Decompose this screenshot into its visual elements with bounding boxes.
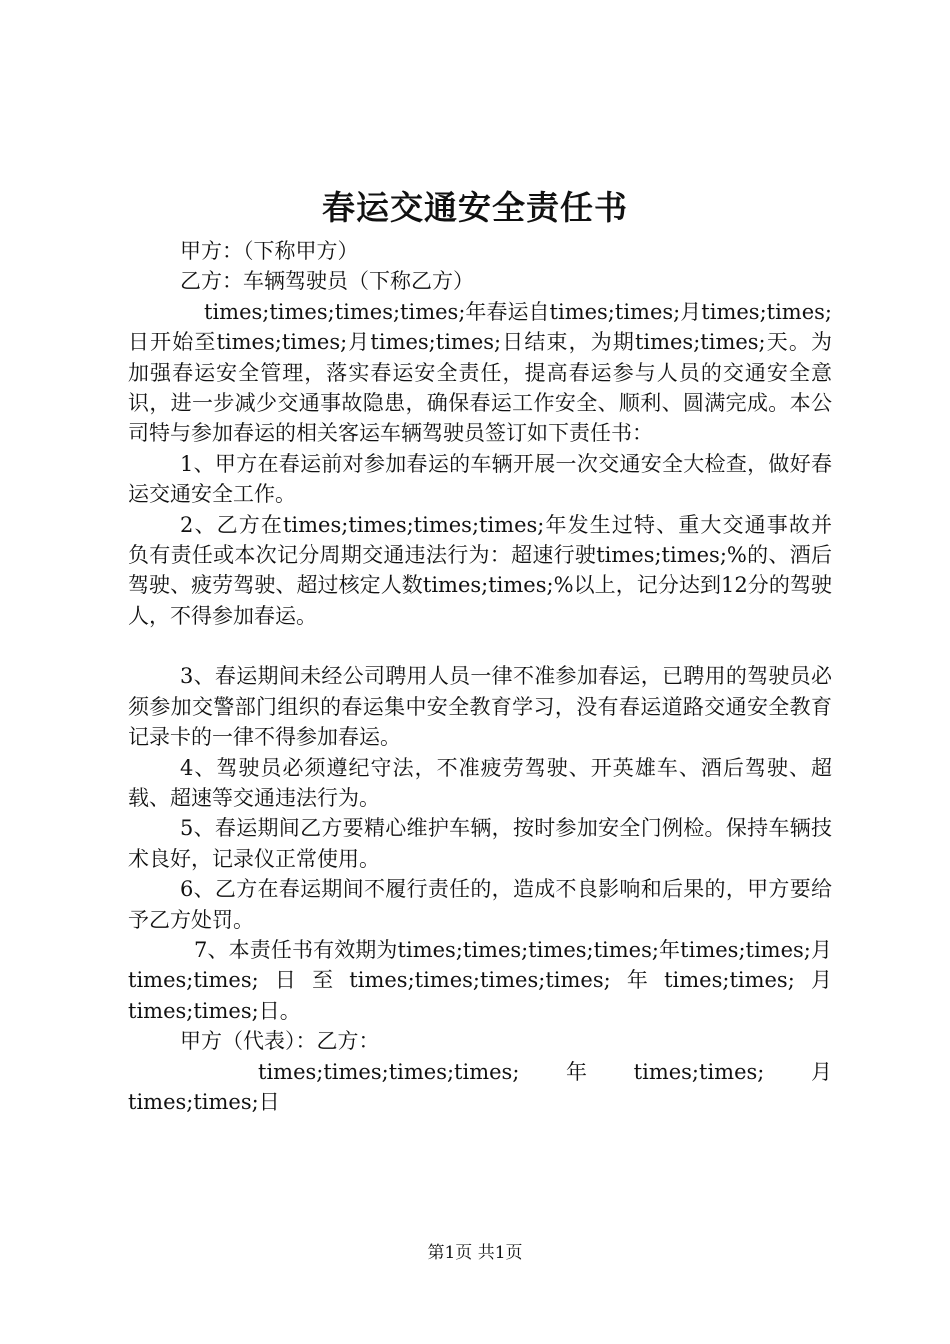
clause-6: 6、乙方在春运期间不履行责任的，造成不良影响和后果的，甲方要给予乙方处罚。: [128, 877, 832, 932]
document-title: 春运交通安全责任书: [322, 188, 628, 227]
clause-3: 3、春运期间未经公司聘用人员一律不准参加春运，已聘用的驾驶员必须参加交警部门组织的春运集中安全教育学习，没有春运道路交通安全教育记录卡的一律不得参加春运。: [128, 664, 832, 750]
party-a-line: 甲方：（下称甲方）: [180, 239, 359, 263]
document-body: [128, 236, 832, 1117]
paragraph-gap: [128, 631, 832, 661]
intro-paragraph: times;times;times;times;年春运自times;times;月times;times;日开始至times;times;月times;times;日结束，为期times;times;天。为加强春运安全管理，落实春运安全责任，提高春运参与人员的交通安全意识，进一步减少交通事故隐患，确保春运工作安全、顺利、圆满完成。本公司特与参加春运的相关客运车辆驾驶员签订如下责任书：: [128, 299, 832, 446]
date-line: times;times;times;times; 年 times;times; 月times;times;日: [128, 1059, 832, 1114]
signature-line: 甲方（代表）：乙方：: [180, 1029, 380, 1054]
clause-7: 7、本责任书有效期为times;times;times;times;年times;times;月times;times;日至times;times;times;times;年times;times;月times;times;日。: [128, 937, 832, 1023]
clause-4: 4、驾驶员必须遵纪守法，不准疲劳驾驶、开英雄车、酒后驾驶、超载、超速等交通违法行为。: [128, 755, 832, 810]
party-b-line: 乙方：车辆驾驶员（下称乙方）: [180, 269, 474, 294]
clause-5: 5、春运期间乙方要精心维护车辆，按时参加安全门例检。保持车辆技术良好，记录仪正常使用。: [128, 816, 832, 871]
page-number: 第1页 共1页: [427, 1243, 523, 1263]
clause-1: 1、甲方在春运前对参加春运的车辆开展一次交通安全大检查，做好春运交通安全工作。: [128, 451, 832, 507]
clause-2: 2、乙方在times;times;times;times;年发生过特、重大交通事故并负有责任或本次记分周期交通违法行为：超速行驶times;times;%的、酒后驾驶、疲劳驾驶、超过核定人数times;times;%以上，记分达到12分的驾驶人，不得参加春运。: [128, 512, 832, 628]
